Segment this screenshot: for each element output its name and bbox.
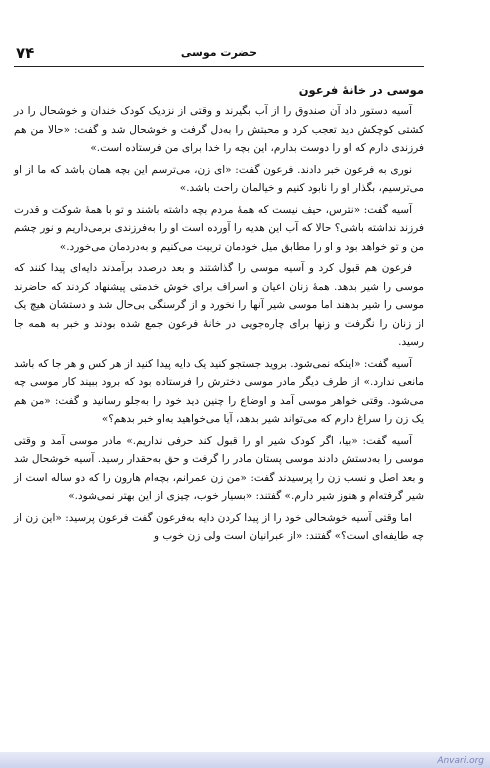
paragraph: آسیه دستور داد آن صندوق را از آب بگیرند و وقتی از نزدیک کودک خندان و خوشحال را در کشتی کوچکش دید تعجب کرد و محبتش را به‌دل گرفت و خوشحال شد و گفت: «حالا من هم فرزندی دارم که او را دوست بدارم، این بچه را خدا برای من فرستاده است.» <box>14 105 424 154</box>
paragraph: فرعون هم قبول کرد و آسیه موسی را گذاشتند و بعد درصدد برآمدند دایه‌ای پیدا کنند که موسی را شیر بدهد. همهٔ زنان اعیان و اسراف برای خوش خدمتی پیشنهاد کردند که حاضرند موسی را شیر بدهند اما موسی شیر آنها را نخورد و از گرسنگی بی‌حال شد و دستشان هیچ یک از زنان را نگرفت و زنها برای چاره‌جویی در خانهٔ فرعون جمع شده بودند و خبر به همه جا رسید. <box>14 262 424 348</box>
watermark: Anvari.org <box>437 756 484 766</box>
running-title: حضرت موسی <box>180 46 258 59</box>
footer-band <box>0 752 490 768</box>
section-title: موسی در خانهٔ فرعون <box>298 83 424 97</box>
paragraph: آسیه گفت: «بیا، اگر کودک شیر او را قبول کند حرفی نداریم.» مادر موسی آمد و وقتی موسی را به‌دستش دادند موسی پستان مادر را گرفت و حق به‌حقدار رسید. آسیه خوشحال شد و بعد اصل و نسب زن را پرسیدند گفت: «من زن عمرانم، بچه‌ام هارون را که دو ساله است از شیر گرفته‌ام و هنوز شیر دارم.» گفتند: «بسیار خوب، چیزی از این بهتر نمی‌شود.» <box>14 434 424 502</box>
page-content <box>14 80 424 549</box>
paragraph: آسیه گفت: «اینکه نمی‌شود. بروید جستجو کنید یک دایه پیدا کنید از هر کس و هر جا که باشد مانعی ندارد.» از طرف دیگر مادر موسی دخترش را فرستاده بود که برود ببیند کار موسی چه می‌شود. وقتی خواهر موسی آمد و اوضاع را چنین دید خود را به‌جلو رسانید و گفت: «من هم یک زن را سراغ دارم که می‌تواند شیر بدهد، آیا می‌خواهید به‌او خبر بدهم؟» <box>14 357 424 425</box>
paragraph: آسیه گفت: «نترس، حیف نیست که همهٔ مردم بچه داشته باشند و تو با همهٔ شوکت و قدرت فرزند نداشته باشی؟ حالا که آب این هدیه را آورده است او را به‌فرزندی برمی‌داریم و نور چشم من و تو خواهد بود و او را مطابق میل خودمان تربیت می‌کنیم و به‌دردمان می‌خورد.» <box>14 203 424 253</box>
page-header <box>14 44 424 67</box>
page-number: ۷۴ <box>16 44 35 62</box>
paragraph: نوری به فرعون خبر دادند. فرعون گفت: «ای زن، می‌ترسم این بچه همان باشد که ما از او می‌ترسیم، بگذار او را نابود کنیم و خیالمان راحت باشد.» <box>14 163 424 194</box>
paragraph: اما وقتی آسیه خوشحالی خود را از پیدا کردن دایه به‌فرعون گفت فرعون پرسید: «این زن از چه طایفه‌ای است؟» گفتند: «از عبرانیان است ولی زن خوب و <box>14 511 424 542</box>
